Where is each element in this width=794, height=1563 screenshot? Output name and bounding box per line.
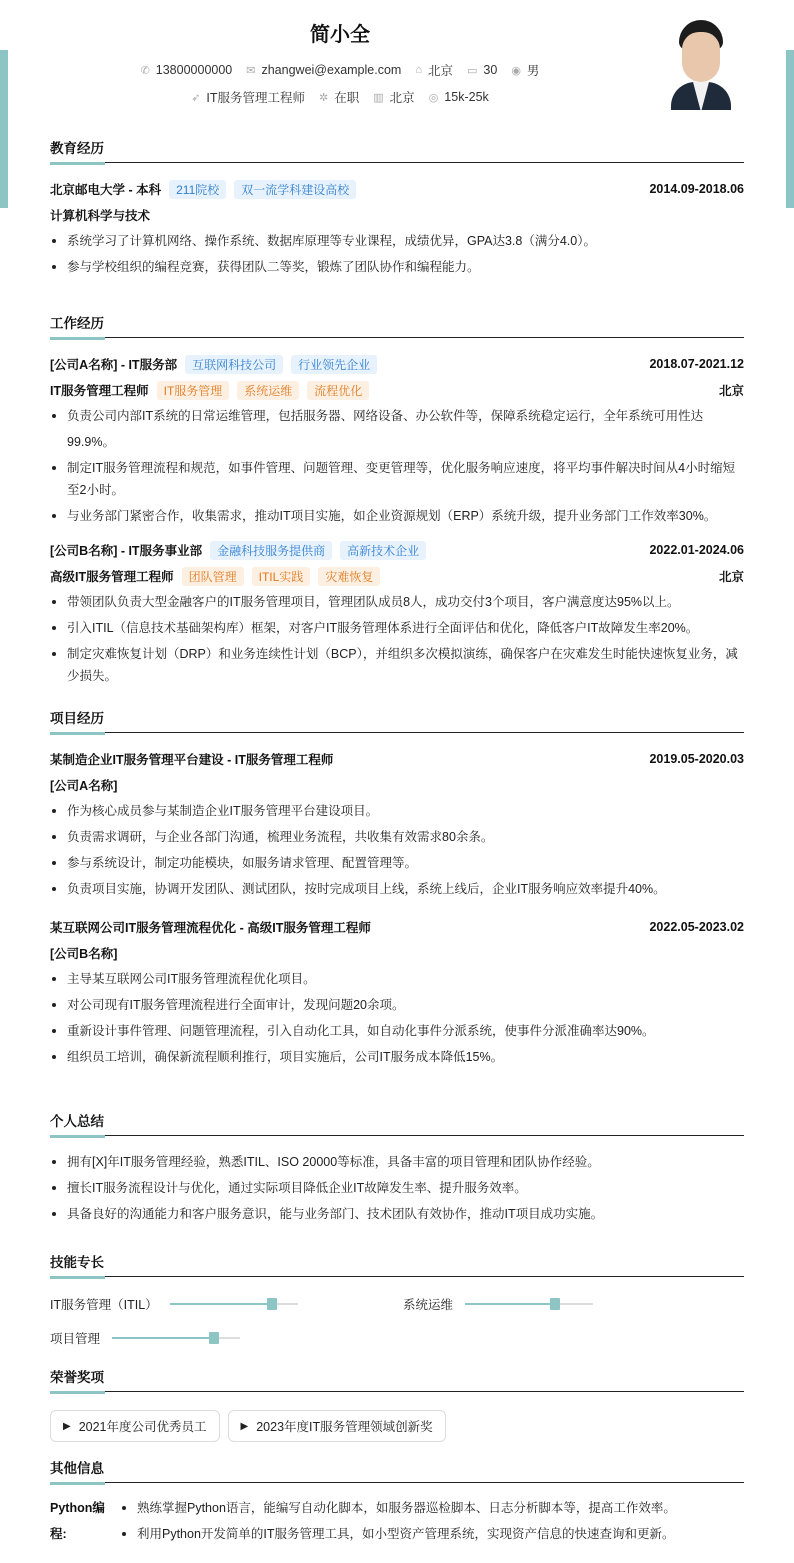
section-title: 其他信息 xyxy=(50,1461,104,1476)
list-item: 制定IT服务管理流程和规范，如事件管理、问题管理、变更管理等，优化服务响应速度，将平均事件解决时间从4小时缩短至2小时。 xyxy=(50,455,744,503)
project-company: [公司B名称] xyxy=(50,947,118,961)
tag: 金融科技服务提供商 xyxy=(210,541,332,560)
role: IT服务管理工程师 xyxy=(50,384,149,398)
list-item: 与业务部门紧密合作，收集需求，推动IT项目实施，如企业资源规划（ERP）系统升级，提升业务部门工作效率30%。 xyxy=(50,503,744,529)
tag: 流程优化 xyxy=(307,381,369,400)
role: 高级IT服务管理工程师 xyxy=(50,570,174,584)
list-item: 系统学习了计算机网络、操作系统、数据库原理等专业课程，成绩优异，GPA达3.8（满分4.0）。 xyxy=(50,228,744,254)
list-item: 负责项目实施，协调开发团队、测试团队，按时完成项目上线，系统上线后，企业IT服务响应效率提升40%。 xyxy=(50,876,744,902)
list-item: 主导某互联网公司IT服务管理流程优化项目。 xyxy=(50,966,744,992)
job-entry xyxy=(50,537,744,689)
section-title: 个人总结 xyxy=(50,1114,104,1129)
divider xyxy=(50,161,744,163)
status-icon: ✲ xyxy=(319,91,329,104)
skill-name: IT服务管理（ITIL） xyxy=(50,1298,158,1312)
award-item xyxy=(228,1410,446,1442)
section-title: 项目经历 xyxy=(50,711,104,726)
avatar xyxy=(665,18,737,110)
list-item: 对公司现有IT服务管理流程进行全面审计，发现问题20余项。 xyxy=(50,992,744,1018)
candidate-name: 简小全 xyxy=(310,24,370,46)
award-label: 2021年度公司优秀员工 xyxy=(78,1420,207,1434)
gender: 男 xyxy=(526,64,540,78)
school: 北京邮电大学 - 本科 xyxy=(50,183,162,197)
list-item: 具备良好的沟通能力和客户服务意识，能与业务部门、技术团队有效协作，推动IT项目成功实施。 xyxy=(50,1201,744,1227)
tag: 团队管理 xyxy=(182,567,244,586)
list-item: 熟练掌握Python语言，能编写自动化脚本，如服务器巡检脚本、日志分析脚本等，提高工作效率。 xyxy=(120,1495,676,1521)
list-item: 带领团队负责大型金融客户的IT服务管理项目，管理团队成员8人，成功交付3个项目，客户满意度达95%以上。 xyxy=(50,589,744,615)
skill-level-bar xyxy=(112,1337,240,1339)
work-section xyxy=(50,314,744,689)
phone: 13800000000 xyxy=(155,63,233,77)
list-item: 组织员工培训，确保新流程顺利推行，项目实施后，公司IT服务成本降低15%。 xyxy=(50,1044,744,1070)
list-item: 拥有[X]年IT服务管理经验，熟悉ITIL、ISO 20000等标准，具备丰富的项目管理和团队协作经验。 xyxy=(50,1149,744,1175)
divider xyxy=(50,336,744,338)
project-entry xyxy=(50,746,744,902)
list-item: 引入ITIL（信息技术基础架构库）框架，对客户IT服务管理体系进行全面评估和优化，降低客户IT故障发生率20%。 xyxy=(50,615,744,641)
skill-level-bar xyxy=(465,1303,593,1305)
status: 在职 xyxy=(334,91,360,105)
home-icon: ⌂ xyxy=(415,64,422,76)
skill-name: 项目管理 xyxy=(50,1332,101,1346)
awards-section xyxy=(50,1368,744,1442)
tag: 系统运维 xyxy=(237,381,299,400)
age: 30 xyxy=(483,63,498,77)
divider xyxy=(50,1134,744,1136)
tag: ITIL实践 xyxy=(252,567,311,586)
gender-icon: ◉ xyxy=(511,64,521,77)
city: 北京 xyxy=(718,384,744,398)
date: 2018.07-2021.12 xyxy=(649,357,744,371)
summary-section xyxy=(50,1112,744,1227)
date: 2022.05-2023.02 xyxy=(649,920,744,934)
position: IT服务管理工程师 xyxy=(206,91,306,105)
salary-icon: ◎ xyxy=(428,91,439,104)
project-company: [公司A名称] xyxy=(50,779,118,793)
tag: 行业领先企业 xyxy=(291,355,377,374)
company: [公司B名称] - IT服务事业部 xyxy=(50,544,203,558)
skill-item xyxy=(403,1291,744,1317)
section-title: 荣誉奖项 xyxy=(50,1370,104,1385)
divider xyxy=(50,1275,744,1277)
triangle-icon: ▶ xyxy=(240,1420,249,1432)
job-intent-row xyxy=(0,88,680,106)
company: [公司A名称] - IT服务部 xyxy=(50,358,178,372)
job-entry xyxy=(50,351,744,529)
list-item: 制定灾难恢复计划（DRP）和业务连续性计划（BCP），并组织多次模拟演练，确保客户在灾难发生时能快速恢复业务，减少损失。 xyxy=(50,641,744,689)
triangle-icon: ▶ xyxy=(63,1420,71,1432)
award-label: 2023年度IT服务管理领域创新奖 xyxy=(256,1420,433,1434)
tag: 灾难恢复 xyxy=(318,567,380,586)
list-item: 利用Python开发简单的IT服务管理工具，如小型资产管理系统，实现资产信息的快速查询和更新。 xyxy=(120,1521,676,1547)
divider xyxy=(50,1390,744,1392)
skill-item xyxy=(50,1291,403,1317)
list-item: 擅长IT服务流程设计与优化，通过实际项目降低企业IT故障发生率、提升服务效率。 xyxy=(50,1175,744,1201)
cake-icon: ▭ xyxy=(467,64,478,77)
tag: 互联网科技公司 xyxy=(185,355,283,374)
contact-row xyxy=(0,61,680,79)
projects-section xyxy=(50,709,744,1070)
tag: 双一流学科建设高校 xyxy=(234,180,356,199)
section-title: 技能专长 xyxy=(50,1255,104,1270)
salary: 15k-25k xyxy=(444,90,489,104)
divider xyxy=(50,1481,744,1483)
other-label: Python编程: xyxy=(50,1501,105,1541)
major: 计算机科学与技术 xyxy=(50,209,151,223)
list-item: 作为核心成员参与某制造企业IT服务管理平台建设项目。 xyxy=(50,798,744,824)
skill-item xyxy=(50,1325,403,1351)
tag: 211院校 xyxy=(169,180,226,199)
section-title: 工作经历 xyxy=(50,316,104,331)
project-name: 某互联网公司IT服务管理流程优化 - 高级IT服务管理工程师 xyxy=(50,921,371,935)
email: zhangwei@example.com xyxy=(261,63,402,77)
award-item xyxy=(50,1410,220,1442)
list-item: 参与学校组织的编程竞赛，获得团队二等奖，锻炼了团队协作和编程能力。 xyxy=(50,254,744,280)
city: 北京 xyxy=(718,570,744,584)
section-title: 教育经历 xyxy=(50,141,104,156)
other-section xyxy=(50,1459,744,1547)
skill-level-bar xyxy=(170,1303,298,1305)
phone-icon: ✆ xyxy=(140,64,150,77)
right-accent-bar xyxy=(786,50,794,208)
tag: 高新技术企业 xyxy=(340,541,426,560)
list-item: 重新设计事件管理、问题管理流程，引入自动化工具，如自动化事件分派系统，使事件分派准确率达90%。 xyxy=(50,1018,744,1044)
mail-icon: ✉ xyxy=(246,64,256,77)
skills-section xyxy=(50,1253,744,1351)
date: 2019.05-2020.03 xyxy=(649,752,744,766)
target-city: 北京 xyxy=(389,91,415,105)
date: 2022.01-2024.06 xyxy=(649,543,744,557)
divider xyxy=(50,731,744,733)
education-section xyxy=(50,139,744,280)
send-icon: ➶ xyxy=(191,91,201,104)
skill-name: 系统运维 xyxy=(403,1298,454,1312)
list-item: 负责需求调研，与企业各部门沟通，梳理业务流程，共收集有效需求80余条。 xyxy=(50,824,744,850)
building-icon: ▥ xyxy=(373,91,384,104)
project-name: 某制造企业IT服务管理平台建设 - IT服务管理工程师 xyxy=(50,753,334,767)
list-item: 参与系统设计，制定功能模块，如服务请求管理、配置管理等。 xyxy=(50,850,744,876)
list-item: 负责公司内部IT系统的日常运维管理，包括服务器、网络设备、办公软件等，保障系统稳定运行，全年系统可用性达99.9%。 xyxy=(50,403,744,455)
city: 北京 xyxy=(427,64,453,78)
date: 2014.09-2018.06 xyxy=(649,182,744,196)
tag: IT服务管理 xyxy=(157,381,230,400)
project-entry xyxy=(50,914,744,1070)
